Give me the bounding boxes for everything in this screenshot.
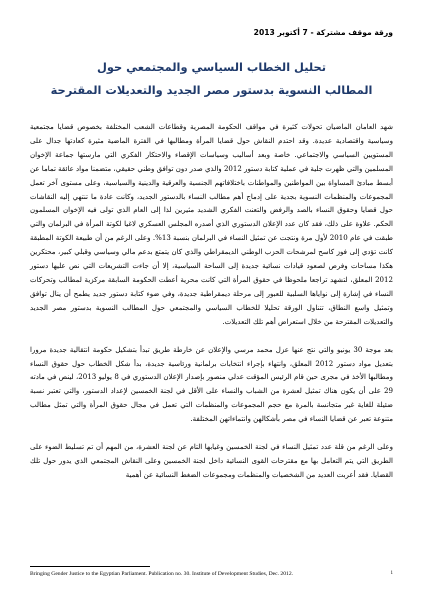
body-paragraph: وعلى الرغم من قلة عدد تمثيل النساء في لجنة الخمسين وغيابها التام عن لجنة العشرة، من المهم أن تم تسليط الضوء على الطريق التي يتم التعامل بها مع مقترحات القوى النسائية داخل لجنة الخمسين وعلى النقاش المجتمعي الذي يدور حول تلك القضايا. فقد أعربت العديد من الشخصيات والمنظمات ومجموعات الضغط النسائية عن أهمية <box>30 442 393 479</box>
document-header: ورقة موقف مشتركة - 7 أكتوبر 2013 <box>253 28 393 37</box>
document-body <box>30 120 393 482</box>
document-page <box>30 28 393 482</box>
footnote-marker: 1 <box>390 571 393 576</box>
body-paragraph: شهد العامان الماضيان تحولات كثيرة في مواقف الحكومة المصرية وقطاعات الشعب المختلفة بخصوص قضايا مجتمعية وسياسية واقتصادية عديدة. وقد احتدم النقاش حول قضايا المرأة ومطالبها في الفترة الماضية مثيرة كعادتها جدال على المستويين السياسي والاجتماعي. خاصة وبعد أساليب وسياسات الإقصاء والاحتكار الفكري التي مارستها جماعة الإخوان المسلمين والتي ظهرت جلية في عملية كتابة دستور 2012 والذي صدر دون توافق وطني حقيقي، متضمنا مواد عائقة تماما عن أبسط مبادئ المساواة بين المواطنين والمواطنات باختلافاتهم الجنسية والعرقية والدينية والسياسية، وعلى مستوى آخر تعمل المجموعات والمنظمات النسوية بجدية على إدماج أهم مطالب النساء بالدستور الجديد، وكانت عادة ما تنتهي إليه النقاشات حول قضايا وحقوق النساء بالصد والرفض والتعنت الفكري الشديد مثيرين لذا إلى العام الذي تولى فيه الإخوان المسلمون الحكم. علاوة على ذلك، فقد كان عدد الإعلان الدستوري الذي أصدره المجلس العسكري لاغيا لكوتة المرأة في البرلمان والتي طبقت في عام 2010 لأول مرة ونتجت عن تمثيل النساء في البرلمان بنسبة 13%. وعلى الرغم من أن طبيعة الكوتة المطبقة كانت تؤدي إلى فوز كاسح لمرشحات الحزب الوطني الديمقراطي والذي كان يتمتع بدعم مالي وسياسي وقبلي كبير، محتكرين هكذا مساحات وفرص لصعود قيادات نسائية جديدة إلى الساحة السياسية، إلا أن جاءت التشريعات التي نص عليها دستور 2012 المعلق، لتشهد تراجعا ملحوظا في حقوق المرأة التي كانت محرية أعطت الحكومة السابقة مركزية لمطالب وتحركات النساء في إشارة إلى نواياها السلبية للعبور إلى مرحلة ديمقراطية جديدة، وفي ضوء كتابة دستور جديد يطمح أن ينال توافق وتمثيل واسع النطاق، تتناول الورقة تحليلا للخطاب السياسي والمجتمعي حول المطالب النسوية بدستور مصر الجديد والتعديلات المقترحة من خلال استعراض أهم تلك التعديلات. <box>30 122 393 326</box>
footnote <box>30 570 393 578</box>
document-title-line-2: المطالب النسوية بدستور مصر الجديد والتعديلات المقترحة <box>50 83 373 97</box>
body-paragraph: بعد موجة 30 يونيو والتي نتج عنها عزل محمد مرسي والإعلان عن خارطة طريق تبدأ بتشكيل حكومة انتقالية جديدة مرورا بتعديل مواد دستور 2012 المعلق، وانتهاء بإجراء انتخابات برلمانية ورئاسية جديدة، بدأ شكل الخطاب حول حقوق النساء ومطالبها الأخذ في مجرى حين قام الرئيس المؤقت عدلي منصور بإصدار الإعلان الدستوري في 8 يوليو 2013، لينص في مادته 29 على أن يكون هناك تمثيل لعشرة من الشباب والنساء على الأقل في لجنة الخمسين لإعداد الدستور، والتي تعتبر نسبة ضئيلة للغاية غير متجانسة بالمرة مع حجم المجموعات والمنظمات التي تعمل في مجال حقوق المرأة والتي تمثل مطالب متنوعة تعبر عن قضايا النساء في مصر بأشكالهن وانتماءاتهن المختلفة. <box>30 344 394 424</box>
footnote-text: Bringing Gender Justice to the Egyptian Parliament. Publication no. 30. Institute of Development Studies, Dec. 2012. <box>30 571 294 577</box>
footnote-divider <box>30 566 150 567</box>
document-title-line-1: تحليل الخطاب السياسي والمجتمعي حول <box>96 60 327 74</box>
